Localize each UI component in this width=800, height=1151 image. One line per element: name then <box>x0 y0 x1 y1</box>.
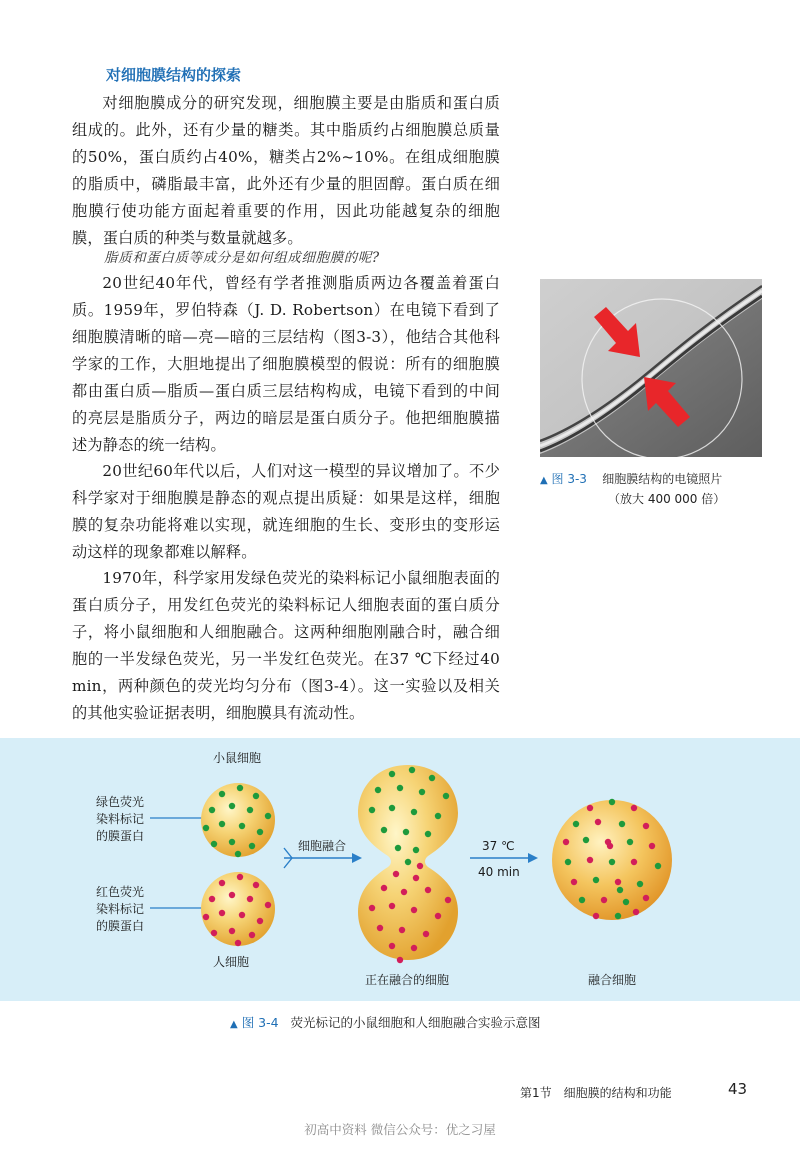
green-protein-dot <box>593 877 599 883</box>
green-protein-dot <box>655 863 661 869</box>
label-duration: 40 min <box>478 865 520 879</box>
green-protein-dot <box>403 829 409 835</box>
page-number: 43 <box>728 1080 748 1098</box>
red-protein-dot <box>239 912 245 918</box>
red-protein-dot <box>229 928 235 934</box>
green-protein-dot <box>425 831 431 837</box>
red-protein-dot <box>249 932 255 938</box>
green-protein-dot <box>389 771 395 777</box>
label-line: 绿色荧光 <box>96 795 145 809</box>
red-protein-dot <box>607 843 613 849</box>
green-protein-dot <box>239 823 245 829</box>
paragraph-text: 20世纪60年代以后，人们对这一模型的异议增加了。不少科学家对于细胞膜是静态的观点提出质疑：如果是这样，细胞膜的复杂功能将难以实现，就连细胞的生长、变形虫的变形运动这样的现象都难以解释。 <box>72 462 500 561</box>
paragraph-robertson <box>72 270 500 459</box>
figure-tag: 图 3-3 <box>551 472 587 486</box>
green-protein-dot <box>617 887 623 893</box>
green-protein-dot <box>257 829 263 835</box>
green-protein-dot <box>237 785 243 791</box>
green-protein-dot <box>435 813 441 819</box>
red-protein-dot <box>417 863 423 869</box>
green-protein-dot <box>413 847 419 853</box>
green-protein-dot <box>375 787 381 793</box>
red-protein-dot <box>265 902 271 908</box>
green-protein-dot <box>235 851 241 857</box>
label-line: 的膜蛋白 <box>96 919 145 933</box>
red-protein-dot <box>587 805 593 811</box>
figure-tag: 图 3-4 <box>241 1015 279 1030</box>
green-protein-dot <box>419 789 425 795</box>
green-protein-dot <box>397 785 403 791</box>
label-temperature: 37 ℃ <box>482 839 515 853</box>
green-protein-dot <box>369 807 375 813</box>
green-protein-dot <box>219 791 225 797</box>
label-fused-cell: 融合细胞 <box>588 973 637 987</box>
caption-line-1: 细胞膜结构的电镜照片 <box>602 472 723 486</box>
red-protein-dot <box>571 879 577 885</box>
red-protein-dot <box>229 892 235 898</box>
green-protein-dot <box>609 799 615 805</box>
green-protein-dot <box>627 839 633 845</box>
green-protein-dot <box>389 805 395 811</box>
label-line: 红色荧光 <box>96 885 145 899</box>
red-protein-dot <box>423 931 429 937</box>
red-protein-dot <box>393 871 399 877</box>
label-human-cell: 人细胞 <box>213 955 250 969</box>
footer-section-title: 第1节 细胞膜的结构和功能 <box>520 1086 672 1100</box>
red-protein-dot <box>237 874 243 880</box>
red-protein-dot <box>633 909 639 915</box>
red-protein-dot <box>257 918 263 924</box>
red-protein-dot <box>413 875 419 881</box>
red-protein-dot <box>615 879 621 885</box>
green-protein-dot <box>381 827 387 833</box>
label-fusion: 细胞融合 <box>298 839 347 853</box>
red-protein-dot <box>219 910 225 916</box>
green-protein-dot <box>249 843 255 849</box>
red-protein-dot <box>601 897 607 903</box>
red-protein-dot <box>399 927 405 933</box>
red-protein-dot <box>235 940 241 946</box>
green-protein-dot <box>619 821 625 827</box>
green-protein-dot <box>219 821 225 827</box>
caption-line-2: （放大 400 000 倍） <box>608 492 726 506</box>
green-protein-dot <box>253 793 259 799</box>
paragraph-text: 对细胞膜成分的研究发现，细胞膜主要是由脂质和蛋白质组成的。此外，还有少量的糖类。其中脂质约占细胞膜总质量的50%，蛋白质约占40%，糖类占2%~10%。在组成细胞膜的脂质中，磷脂最丰富，此外还有少量的胆固醇。蛋白质在细胞膜行使功能方面起着重要的作用，因此功能越复杂的细胞膜，蛋白质的种类与数量就越多。 <box>72 94 500 247</box>
red-protein-dot <box>377 925 383 931</box>
red-protein-dot <box>369 905 375 911</box>
paragraph-fusion-experiment <box>72 565 500 727</box>
green-protein-dot <box>579 897 585 903</box>
green-protein-dot <box>229 839 235 845</box>
green-protein-dot <box>565 859 571 865</box>
red-protein-dot <box>643 823 649 829</box>
red-protein-dot <box>247 896 253 902</box>
green-protein-dot <box>583 837 589 843</box>
red-protein-dot <box>631 859 637 865</box>
red-protein-dot <box>203 914 209 920</box>
green-protein-dot <box>211 841 217 847</box>
red-protein-dot <box>631 805 637 811</box>
red-protein-dot <box>563 839 569 845</box>
green-protein-dot <box>265 813 271 819</box>
green-protein-dot <box>609 859 615 865</box>
red-protein-dot <box>397 957 403 963</box>
triangle-icon: ▲ <box>230 1019 238 1030</box>
green-protein-dot <box>405 859 411 865</box>
green-protein-dot <box>229 803 235 809</box>
paragraph-text: 20世纪40年代，曾经有学者推测脂质两边各覆盖着蛋白质。1959年，罗伯特森（J. D. Robertson）在电镜下看到了细胞膜清晰的暗—亮—暗的三层结构（图3-3），他结合其他科学家的工作，大胆地提出了细胞膜模型的假说：所有的细胞膜都由蛋白质—脂质—蛋白质三层结构构成，电镜下看到的中间的亮层是脂质分子，两边的暗层是蛋白质分子。他把细胞膜描述为静态的统一结构。 <box>72 274 500 454</box>
green-protein-dot <box>623 899 629 905</box>
triangle-icon: ▲ <box>540 475 548 486</box>
green-protein-dot <box>637 881 643 887</box>
green-protein-dot <box>429 775 435 781</box>
red-protein-dot <box>595 819 601 825</box>
label-line: 染料标记 <box>96 812 145 826</box>
label-red-marker <box>96 884 144 935</box>
guiding-question: 脂质和蛋白质等成分是如何组成细胞膜的呢? <box>104 250 380 266</box>
fusion-diagram <box>0 738 800 1001</box>
red-protein-dot <box>211 930 217 936</box>
red-protein-dot <box>445 897 451 903</box>
paragraph-text: 1970年，科学家用发绿色荧光的染料标记小鼠细胞表面的蛋白质分子，用发红色荧光的染料标记人细胞表面的蛋白质分子，将小鼠细胞和人细胞融合。这两种细胞刚融合时，融合细胞的一半发绿色荧光，另一半发红色荧光。在37 ℃下经过40 min，两种颜色的荧光均匀分布（图3-4）。这一实验以及相关的其他实验证据表明，细胞膜具有流动性。 <box>72 569 500 722</box>
red-protein-dot <box>219 880 225 886</box>
red-protein-dot <box>381 885 387 891</box>
green-protein-dot <box>411 809 417 815</box>
red-protein-dot <box>425 887 431 893</box>
label-fusing-cell: 正在融合的细胞 <box>365 973 450 987</box>
figure-3-3-caption <box>540 470 770 508</box>
green-protein-dot <box>395 845 401 851</box>
red-protein-dot <box>389 903 395 909</box>
electron-micrograph <box>540 279 762 457</box>
label-green-marker <box>96 794 144 845</box>
red-protein-dot <box>435 913 441 919</box>
caption-text: 荧光标记的小鼠细胞和人细胞融合实验示意图 <box>290 1015 541 1030</box>
green-protein-dot <box>573 821 579 827</box>
red-protein-dot <box>593 913 599 919</box>
green-protein-dot <box>409 767 415 773</box>
red-protein-dot <box>411 945 417 951</box>
paragraph-objections <box>72 458 500 566</box>
label-mouse-cell: 小鼠细胞 <box>213 751 262 765</box>
red-protein-dot <box>587 857 593 863</box>
green-protein-dot <box>247 807 253 813</box>
figure-3-4-caption <box>230 1013 541 1031</box>
red-protein-dot <box>401 889 407 895</box>
red-protein-dot <box>643 895 649 901</box>
red-protein-dot <box>389 943 395 949</box>
red-protein-dot <box>253 882 259 888</box>
green-protein-dot <box>443 793 449 799</box>
green-protein-dot <box>209 807 215 813</box>
red-protein-dot <box>411 907 417 913</box>
section-title: 对细胞膜结构的探索 <box>106 66 242 84</box>
green-protein-dot <box>203 825 209 831</box>
label-line: 的膜蛋白 <box>96 829 145 843</box>
red-protein-dot <box>209 896 215 902</box>
label-line: 染料标记 <box>96 902 145 916</box>
green-protein-dot <box>615 913 621 919</box>
watermark: 初高中资料 微信公众号：优之习屋 <box>304 1122 496 1137</box>
paragraph-composition <box>72 90 500 252</box>
red-protein-dot <box>649 843 655 849</box>
